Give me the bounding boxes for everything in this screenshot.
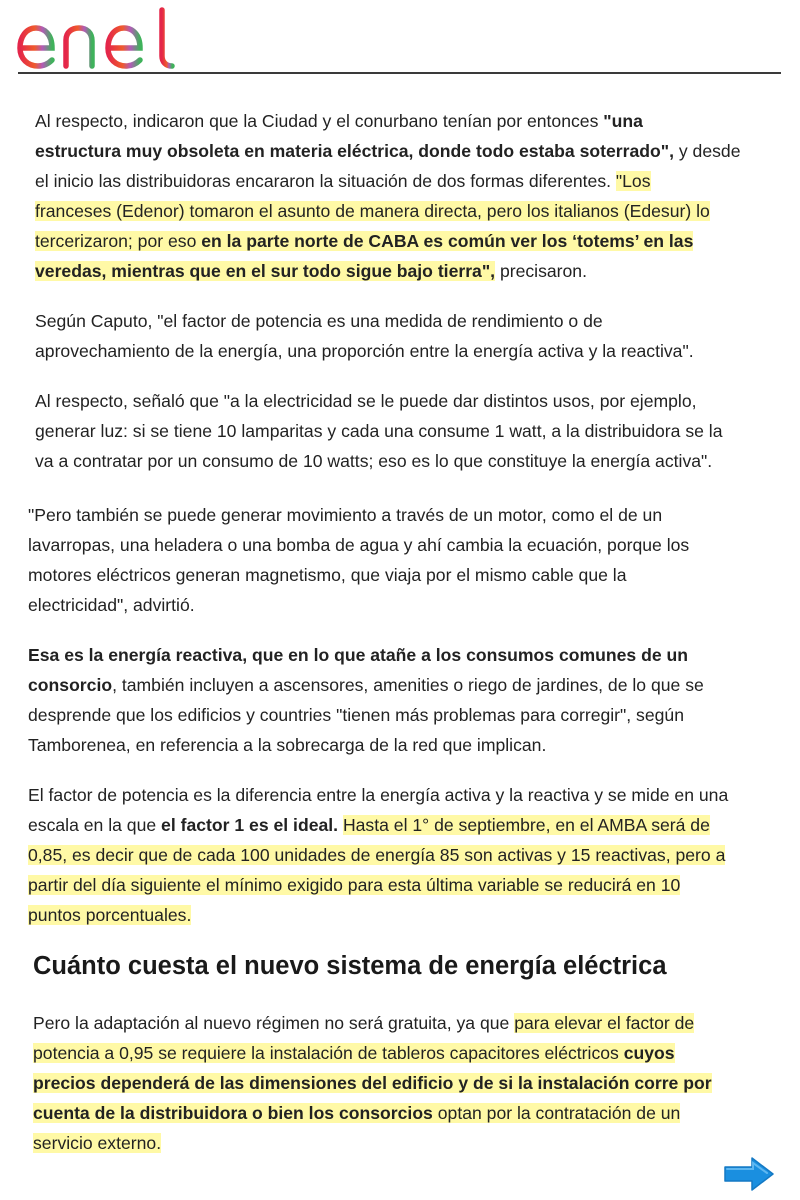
highlighted-bold-text: en la parte norte de CABA es común ver los ‘totems’ en las	[201, 231, 694, 251]
article-paragraph	[35, 106, 740, 286]
highlighted-bold-text: veredas, mientras que en el sur todo sigue bajo tierra",	[35, 261, 496, 281]
text-line: desprende que los edificios y countries "tienen más problemas para corregir", según	[28, 705, 684, 725]
highlighted-bold-text: cuenta de la distribuidora o bien los consorcios	[33, 1103, 433, 1123]
article-paragraph	[28, 500, 689, 620]
text-line	[33, 1098, 712, 1128]
text-line: Tamborenea, en referencia a la sobrecarga de la red que implican.	[28, 735, 547, 755]
text-line: motores eléctricos generan magnetismo, que viaja por el mismo cable que la	[28, 565, 627, 585]
text-line: Esa es la energía reactiva, que en lo que atañe a los consumos comunes de un	[28, 645, 688, 665]
highlighted-bold-text: precios dependerá de las dimensiones del edificio y de si la instalación corre por	[33, 1073, 712, 1093]
highlighted-bold-text: cuyos	[623, 1043, 675, 1063]
text-line: aprovechamiento de la energía, una proporción entre la energía activa y la reactiva".	[35, 341, 694, 361]
text-line: veredas, mientras que en el sur todo sigue bajo tierra", precisaron.	[35, 261, 587, 281]
text-line: consorcio, también incluyen a ascensores, amenities o riego de jardines, de lo que se	[28, 675, 704, 695]
highlighted-text: Hasta el 1° de septiembre, en el AMBA será de	[342, 815, 710, 835]
highlighted-text: servicio externo.	[33, 1133, 162, 1153]
text-line	[35, 196, 740, 226]
text-line	[28, 900, 728, 930]
text-line	[28, 870, 728, 900]
text-line: Pero la adaptación al nuevo régimen no será gratuita, ya que para elevar el factor de	[33, 1013, 695, 1033]
article-paragraph	[33, 1008, 712, 1158]
highlighted-text: 0,85, es decir que de cada 100 unidades de energía 85 son activas y 15 reactivas, pero a	[28, 845, 726, 865]
text-line	[33, 1068, 712, 1098]
text-line: lavarropas, una heladera o una bomba de agua y ahí cambia la ecuación, porque los	[28, 535, 690, 555]
header-divider	[18, 72, 781, 74]
section-heading: Cuánto cuesta el nuevo sistema de energía eléctrica	[33, 952, 667, 980]
article-paragraph	[35, 306, 694, 366]
highlighted-text: puntos porcentuales.	[28, 905, 192, 925]
article-paragraph	[28, 780, 728, 930]
highlighted-text: tercerizaron; por eso	[35, 231, 202, 251]
text-line: El factor de potencia es la diferencia entre la energía activa y la reactiva y se mide en una	[28, 785, 729, 805]
highlighted-text: "Los	[615, 171, 651, 191]
text-line	[33, 1038, 712, 1068]
highlighted-text: para elevar el factor de	[514, 1013, 695, 1033]
text-line	[35, 226, 740, 256]
article-paragraph	[28, 640, 704, 760]
text-line: Al respecto, indicaron que la Ciudad y el conurbano tenían por entonces "una	[35, 111, 643, 131]
arrow-right-icon[interactable]	[722, 1154, 776, 1194]
text-line: generar luz: si se tiene 10 lamparitas y cada una consume 1 watt, a la distribuidora se la	[35, 421, 723, 441]
text-line: electricidad", advirtió.	[28, 595, 195, 615]
text-line	[33, 1128, 712, 1158]
highlighted-text: potencia a 0,95 se requiere la instalación de tableros capacitores eléctricos	[33, 1043, 624, 1063]
text-line: escala en la que el factor 1 es el ideal. Hasta el 1° de septiembre, en el AMBA será de	[28, 815, 710, 835]
text-line: estructura muy obsoleta en materia eléctrica, donde todo estaba soterrado", y desde	[35, 141, 741, 161]
text-line	[28, 840, 728, 870]
article-paragraph	[35, 386, 723, 476]
highlighted-text: optan por la contratación de un	[432, 1103, 681, 1123]
text-line: Según Caputo, "el factor de potencia es una medida de rendimiento o de	[35, 311, 603, 331]
text-line: "Pero también se puede generar movimiento a través de un motor, como el de un	[28, 505, 663, 525]
highlighted-text: franceses (Edenor) tomaron el asunto de manera directa, pero los italianos (Edesur) lo	[35, 201, 710, 221]
highlighted-text: partir del día siguiente el mínimo exigido para esta última variable se reducirá en 10	[28, 875, 681, 895]
text-line: va a contratar por un consumo de 10 watts; eso es lo que constituye la energía activa".	[35, 451, 713, 471]
text-line: el inicio las distribuidoras encararon la situación de dos formas diferentes. "Los	[35, 171, 651, 191]
enel-logo	[14, 6, 184, 70]
text-line: Al respecto, señaló que "a la electricidad se le puede dar distintos usos, por ejemplo,	[35, 391, 697, 411]
